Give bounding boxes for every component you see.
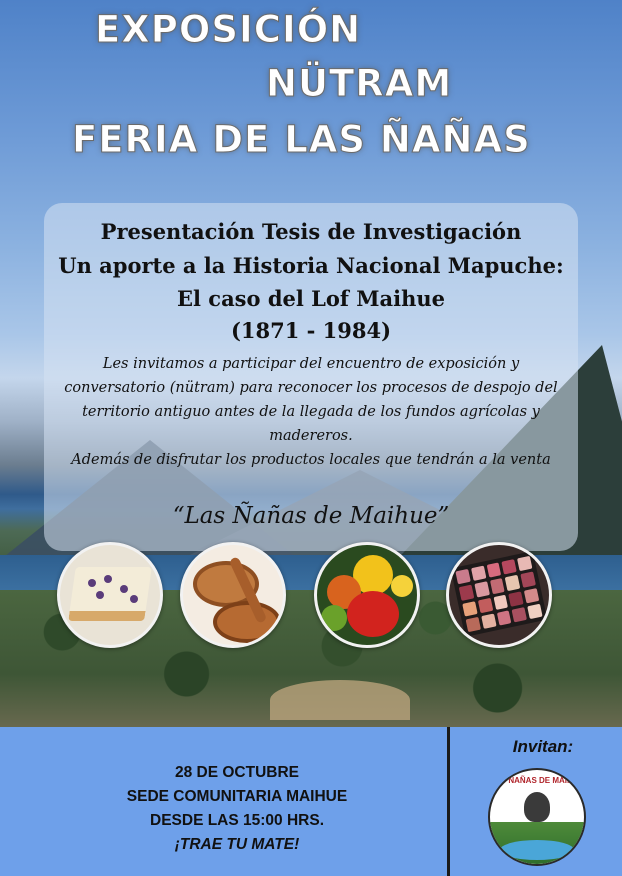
vegetables-photo xyxy=(314,542,420,648)
thesis-line-2: Un aporte a la Historia Nacional Mapuche: xyxy=(58,253,564,278)
invitation-text xyxy=(60,352,562,472)
title-line-1: EXPOSICIÓN xyxy=(95,8,362,51)
thesis-line-3: El caso del Lof Maihue xyxy=(176,286,445,311)
event-venue: SEDE COMUNITARIA MAIHUE xyxy=(126,788,348,805)
wooden-bowl xyxy=(213,601,281,643)
yellow-pepper xyxy=(391,575,413,597)
logo-portrait-icon xyxy=(524,792,550,822)
berry xyxy=(96,591,104,599)
berry xyxy=(120,585,128,593)
brand-name: “Las Ñañas de Maihue” xyxy=(172,503,450,529)
berry xyxy=(104,575,112,583)
field xyxy=(270,680,410,720)
title-line-2: NÜTRAM xyxy=(266,62,453,105)
berry xyxy=(88,579,96,587)
invitation-paragraph-1: Les invitamos a participar del encuentro de exposición y conversatorio (nütram) para reconocer los procesos de despojo del territorio antiguo antes de la llegada de los fundos agrícolas y madereros. xyxy=(64,356,558,444)
pie-photo xyxy=(57,542,163,648)
wooden-bowls-photo xyxy=(180,542,286,648)
invitan-label: Invitan: xyxy=(512,737,574,756)
berry xyxy=(130,595,138,603)
las-nanas-logo xyxy=(488,768,586,866)
title-line-3: FERIA DE LAS ÑAÑAS xyxy=(72,118,531,161)
event-note: ¡TRAE TU MATE! xyxy=(174,836,300,853)
event-date: 28 DE OCTUBRE xyxy=(174,764,300,781)
logo-water xyxy=(500,840,574,860)
green-tomato xyxy=(321,605,347,631)
thesis-line-1: Presentación Tesis de Investigación xyxy=(100,219,522,244)
eyeshadow-palette xyxy=(451,551,548,637)
event-time: DESDE LAS 15:00 HRS. xyxy=(150,812,324,829)
invitation-paragraph-2: Además de disfrutar los productos locales que tendrán a la venta xyxy=(71,452,551,468)
red-tomato xyxy=(347,591,399,637)
logo-text: LAS ÑAÑAS DE MAIHUE xyxy=(490,776,584,785)
makeup-palette-photo xyxy=(446,542,552,648)
thesis-years: (1871 - 1984) xyxy=(230,318,392,343)
